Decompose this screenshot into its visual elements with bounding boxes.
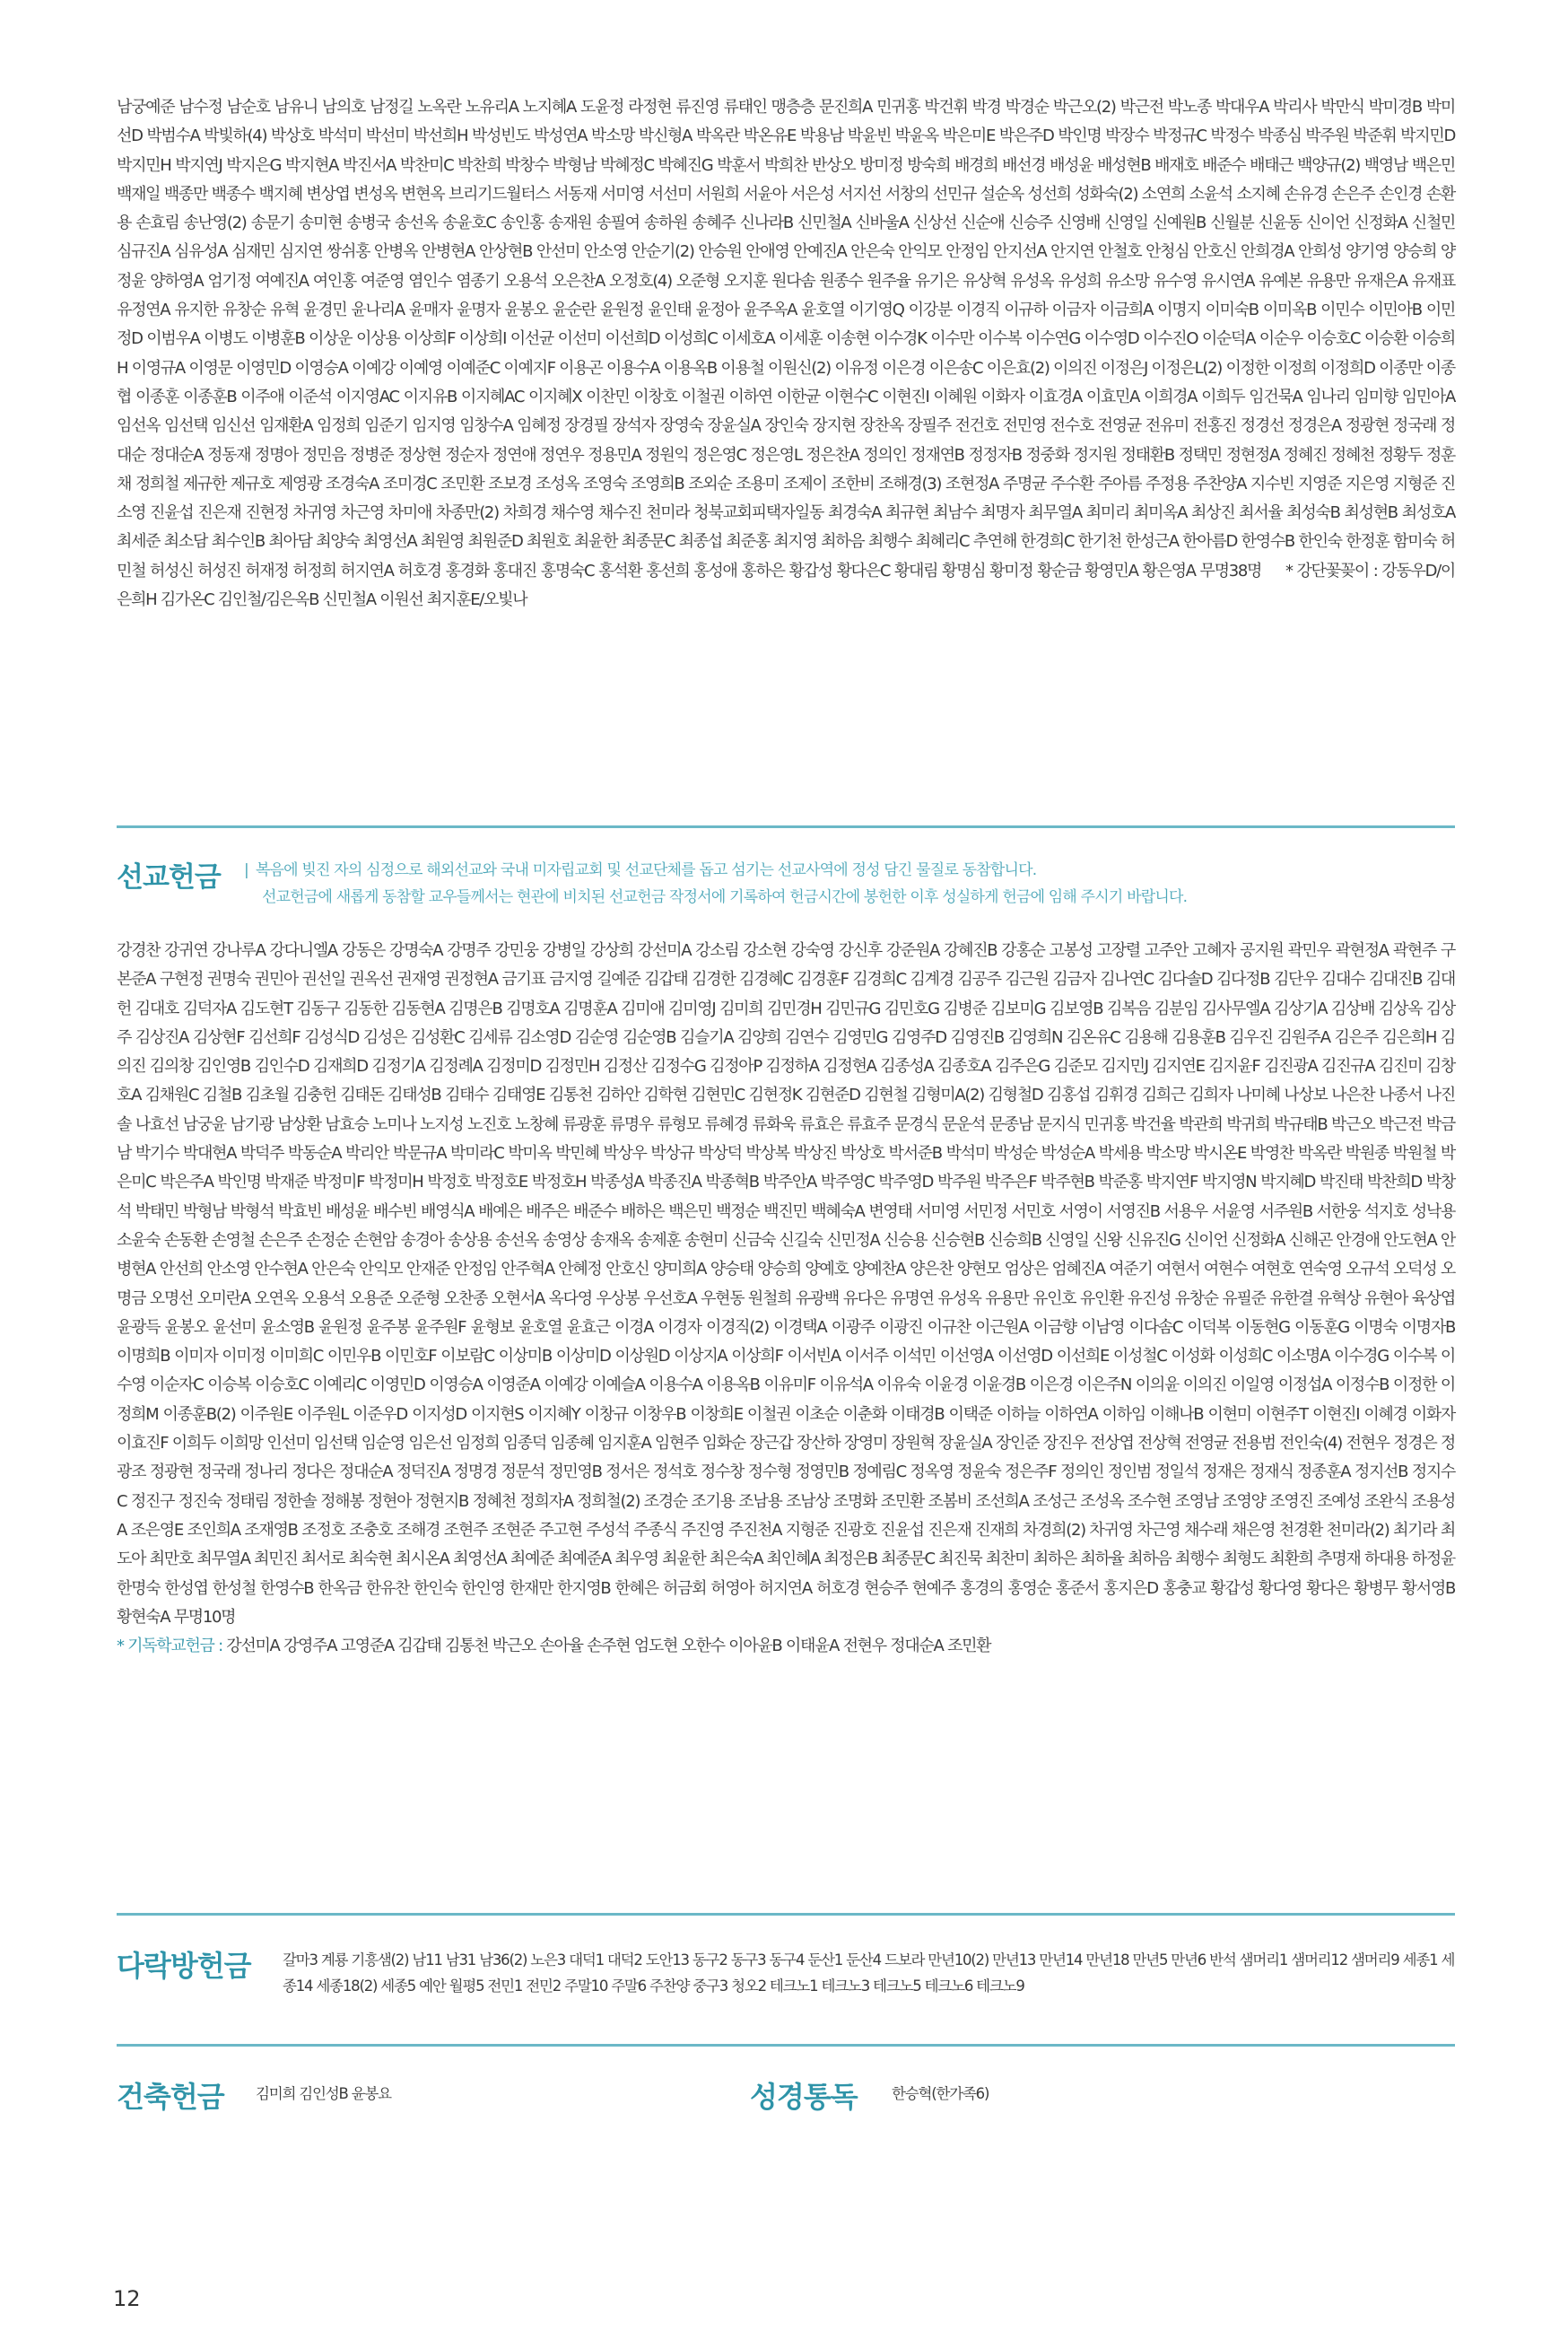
mission-desc-line-2: 선교헌금에 새롭게 동참할 교우들께서는 현관에 비치된 선교헌금 작정서에 기록하여 헌금시간에 봉헌한 이후 성실하게 헌금에 임해 주시기 바랍니다. (262, 888, 1188, 906)
building-offering-list: 김미희 김인성B 윤봉요 (256, 2085, 391, 2102)
donor-names-mission: 강경찬 강귀연 강나루A 강다니엘A 강동은 강명숙A 강명주 강민웅 강병일 강상희 강선미A 강소림 강소현 강숙영 강신후 강준원A 강혜진B 강홍순 고봉성 고장렬 고주안 고혜자 공지원 곽민우 곽현정A 곽현주 구본준A 구현정 권명숙 권민아 권선일 권옥선 권재영 권정현A 금기표 금지영 길예준 김갑태 김경한 김경혜C 김경훈F 김경희C 김계경 김공주 김근원 김금자 김나연C 김다솔D 김다정B 김단우 김대수 김대진B 김대헌 김대호 김덕자A 김도현T 김동구 김동한 김동현A 김명은B 김명호A 김명훈A 김미애 김미영J 김미희 김민경H 김민규G 김민호G 김병준 김보미G 김보영B 김복음 김분임 김사무엘A 김상기A 김상배 김상옥 김상주 김상진A 김상현F 김선희F 김성식D 김성은 김성환C 김세류 김소영D 김순영 김순영B 김슬기A 김양희 김연수 김영민G 김영주D 김영진B 김영희N 김온유C 김용해 김용훈B 김우진 김원주A 김은주 김은희H 김의진 김의창 김인영B 김인수D 김재희D 김정기A 김정례A 김정미D 김정민H 김정산 김정수G 김정아P 김정하A 김정현A 김종성A 김종호A 김주은G 김준모 김지민J 김지연E 김지윤F 김진광A 김진규A 김진미 김창호A 김채원C 김철B 김초월 김충헌 김태돈 김태성B 김태수 김태영E 김통천 김하안 김학현 김현민C 김현정K 김현준D 김현철 김형미A(2) 김형철D 김홍섭 김휘경 김희근 김희자 나미혜 나상보 나은찬 나종서 나진솔 나효선 남궁윤 남기광 남상환 남효승 노미나 노지성 노진호 노창혜 류광훈 류명우 류형모 류혜경 류화욱 류효은 류효주 문경식 문운석 문종남 문지식 민귀홍 박건율 박관희 박귀희 박규태B 박근오 박근전 박금남 박기수 박대현A 박덕주 박동순A 박리안 박문규A 박미라C 박미옥 박민혜 박상우 박상규 박상덕 박상복 박상진 박상호 박서준B 박석미 박성순 박성순A 박세용 박소망 박시온E 박영찬 박옥란 박원종 박원철 박은미C 박은주A 박인명 박재준 박정미F 박정미H 박정호 박정호E 박정호H 박종성A 박종진A 박종혁B 박주안A 박주영C 박주영D 박주원 박주은F 박주현B 박준홍 박지연F 박지영N 박지혜D 박진태 박찬희D 박창석 박태민 박형남 박형석 박효빈 배성윤 배수빈 배영식A 배예은 배주은 배준수 배하은 백은민 백정순 백진민 백혜숙A 변영태 서미영 서민정 서민호 서영이 서영진B 서용우 서윤영 서주원B 서한웅 석지호 성낙용 소윤숙 손동환 손영철 손은주 손정순 손현암 송경아 송상용 송선옥 송영상 송재옥 송제훈 송현미 신금숙 신길숙 신민정A 신승용 신승현B 신승희B 신영일 신왕 신유진G 신이언 신정화A 신해곤 안경애 안도현A 안병현A 안선희 안소영 안수현A 안은숙 안익모 안재준 안정임 안주혁A 안혜정 안호신 양미희A 양승태 양승희 양예호 양예찬A 양은찬 양현모 엄상은 엄혜진A 여준기 여현서 여현수 여현호 연숙영 오규석 오덕성 오명금 오명선 오미란A 오연옥 오용석 오용준 오준형 오찬종 오현서A 옥다영 우상봉 우선호A 우현동 원철희 유광백 유다은 유명연 유성옥 유용만 유인호 유인환 유진성 유창순 유필준 유한결 유혁상 유현아 육상엽 윤광득 윤봉오 윤선미 윤소영B 윤원정 윤주봉 윤주원F 윤형보 윤호열 윤효근 이경A 이경자 이경직(2) 이경택A 이광주 이광진 이규찬 이근원A 이금향 이남영 이다솜C 이덕복 이동현G 이동훈G 이명숙 이명자B 이명희B 이미자 이미정 이미희C 이민우B 이민호F 이보람C 이상미B 이상미D 이상원D 이상지A 이상희F 이서빈A 이서주 이석민 이선영A 이선영D 이선희E 이성철C 이성화 이성희C 이소명A 이수경G 이수복 이수영 이순자C 이승복 이승호C 이예리C 이영민D 이영승A 이영준A 이예강 이예슬A 이용수A 이용옥B 이유미F 이유석A 이유숙 이윤경 이윤경B 이은경 이은주N 이의윤 이의진 이일영 이정섭A 이정수B 이정한 이정희M 이종훈B(2) 이주원E 이주원L 이준우D 이지성D 이지현S 이지혜Y 이창규 이창우B 이창희E 이철권 이초순 이춘화 이태경B 이택준 이하늘 이하연A 이하임 이해나B 이현미 이현주T 이현진I 이혜경 이화자 이효진F 이희두 이희망 인선미 임선택 임순영 임은선 임정희 임종덕 임종혜 임지훈A 임현주 임화순 장근갑 장산하 장영미 장원혁 장윤실A 장인준 장진우 전상엽 전상혁 전영균 전용범 전인숙(4) 전현우 정경은 정광조 정광현 정국래 정나리 정다은 정대순A 정덕진A 정명경 정문석 정민영B 정서은 정석호 정수창 정수형 정영민B 정예림C 정옥영 정윤숙 정은주F 정의인 정인범 정일석 정재은 정재식 정종훈A 정지선B 정지수C 정진구 정진숙 정태림 정한솔 정해봉 정현아 정현지B 정혜천 정희자A 정희철(2) 조경순 조기용 조남용 조남상 조명화 조민환 조봄비 조선희A 조성근 조성옥 조수현 조영남 조영양 조영진 조예성 조완식 조용성A 조은영E 조인희A 조재영B 조정호 조충호 조해경 조현주 조현준 주고현 주성석 주종식 주진영 주진천A 지형준 진광호 진윤섭 진은재 진재희 차경희(2) 차귀영 차근영 채수래 채은영 천경환 천미라(2) 최기라 최도아 최만호 최무열A 최민진 최서로 최숙현 최시온A 최영선A 최예준 최예준A 최우영 최윤한 최은숙A 최인혜A 최정은B 최종문C 최진묵 최찬미 최하은 최하율 최하음 최행수 최형도 최환희 추명재 하대용 하정윤 한명숙 한성엽 한성철 한영수B 한옥금 한유찬 한인숙 한인영 한재만 한지영B 한혜은 허금회 허영아 허지연A 허호경 현승주 현예주 홍경의 홍영순 홍준서 홍지은D 홍충교 황갑성 황다영 황다은 황병무 황서영B 황현숙A 무명10명 (117, 941, 1455, 1627)
bible-reading-list: 한승혁(한가족6) (892, 2085, 989, 2102)
section-divider-darakbang (117, 1913, 1455, 1916)
section-divider-mission (117, 825, 1455, 828)
mission-desc-line-1: 복음에 빚진 자의 심정으로 해외선교와 국내 미자립교회 및 선교단체를 돕고 섬기는 선교사역에 정성 담긴 물질로 동참합니다. (255, 861, 1037, 879)
donor-names-top: 남궁예준 남수정 남순호 남유니 남의호 남정길 노옥란 노유리A 노지혜A 도윤정 라정현 류진영 류태인 맹층층 문진희A 민귀홍 박건휘 박경 박경순 박근오(2) 박근전 박노종 박대우A 박리사 박만식 박미경B 박미선D 박범수A 박빛하(4) 박상호 박석미 박선미 박선희H 박성빈도 박성연A 박소망 박신형A 박옥란 박온유E 박용남 박윤빈 박윤옥 박은미E 박은주D 박인명 박장수 박정규C 박정수 박종심 박주원 박준휘 박지민D 박지민H 박지연J 박지은G 박지현A 박진서A 박찬미C 박찬희 박창수 박형남 박혜정C 박혜진G 박훈서 박희찬 반상오 방미정 방숙희 배경희 배선경 배성윤 배성현B 배재호 배준수 배태근 백양규(2) 백영남 백은민 백재일 백종만 백종수 백지혜 변상엽 변성옥 변현옥 브리기드월터스 서동재 서미영 서선미 서원희 서윤아 서은성 서지선 서창의 선민규 설순옥 성선희 성화숙(2) 소연희 소윤석 소지혜 손유경 손은주 손인경 손환용 손효림 송난영(2) 송문기 송미현 송병국 송선옥 송윤호C 송인홍 송재원 송필여 송하원 송혜주 신나라B 신민철A 신바울A 신상선 신순애 신승주 신영배 신영일 신예원B 신월분 신윤동 신이언 신정화A 신철민 심규진A 심유성A 심재민 심지연 쌍쉬홍 안병옥 안병현A 안상현B 안선미 안소영 안순기(2) 안승원 안애영 안예진A 안은숙 안익모 안정임 안지선A 안지연 안철호 안청심 안호신 안희경A 안희성 양기영 양승희 양정윤 양하영A 엄기정 여예진A 여인홍 여준영 염인수 염종기 오용석 오은찬A 오정호(4) 오준형 오지훈 원다솜 원종수 원주율 유기은 유상혁 유성옥 유성희 유소망 유수영 유시연A 유예본 유용만 유재은A 유재표 유정연A 유지한 유창순 유혁 윤경민 윤나리A 윤매자 윤명자 윤봉오 윤순란 윤원정 윤인태 윤정아 윤주옥A 윤호열 이기영Q 이강분 이경직 이규하 이금자 이금희A 이명지 이미숙B 이미옥B 이민수 이민아B 이민정D 이범우A 이병도 이병훈B 이상운 이상용 이상희F 이상희I 이선균 이선미 이선희D 이성희C 이세호A 이세훈 이송현 이수경K 이수만 이수복 이수연G 이수영D 이수진O 이순덕A 이순우 이승호C 이승환 이승희H 이영규A 이영문 이영민D 이영승A 이예강 이예영 이예준C 이예지F 이용곤 이용수A 이용옥B 이용철 이원신(2) 이유정 이은경 이은송C 이은효(2) 이의진 이정은J 이정은L(2) 이정한 이정희 이정희D 이종만 이종협 이종훈 이종훈B 이주애 이준석 이지영AC 이지유B 이지혜AC 이지혜X 이찬민 이창호 이철권 이하연 이한균 이현수C 이현진I 이혜원 이화자 이효경A 이효민A 이희경A 이희두 임건묵A 임나리 임미향 임민아A 임선옥 임선택 임신선 임재환A 임정희 임준기 임지영 임창수A 임혜정 장경필 장석자 장영숙 장윤실A 장인숙 장지현 장찬옥 장필주 전건호 전민영 전수호 전영균 전유미 전홍진 정경선 정경은A 정광현 정국래 정대순 정대순A 정동재 정명아 정민음 정병준 정상현 정순자 정연애 정연우 정용민A 정원익 정은영C 정은영L 정은찬A 정의인 정재연B 정정자B 정중화 정지원 정태환B 정택민 정현정A 정혜진 정혜천 정황두 정훈채 정희철 제규한 제규호 제영광 조경숙A 조미경C 조민환 조보경 조성옥 조영숙 조영희B 조외순 조용미 조제이 조한비 조해경(3) 조현정A 주명균 주수환 주아름 주정용 주찬양A 지수빈 지영준 지은영 지형준 진소영 진윤섭 진은재 진현정 차귀영 차근영 차미애 차종만(2) 차희경 채수영 채수진 천미라 청북교회피택자일동 최경숙A 최규현 최남수 최명자 최무열A 최미리 최미옥A 최상진 최서율 최성숙B 최성현B 최성호A 최세준 최소담 최수인B 최아담 최양숙 최영선A 최원영 최원준D 최원호 최윤한 최종문C 최종섭 최준홍 최지영 최하음 최행수 최혜리C 추연해 한경희C 한기천 한성근A 한아름D 한영수B 한인숙 한정훈 함미숙 허민철 허성신 허성진 허재정 허정희 허지연A 허호경 홍경화 홍대진 홍명숙C 홍석환 홍선희 홍성애 홍하은 황갑성 황다은C 황대림 황명심 황미정 황순금 황영민A 황은영A 무명38명 (117, 98, 1455, 581)
christian-school-note-names: 강선미A 강영주A 고영준A 김갑태 김통천 박근오 손아율 손주현 엄도현 오한수 이아윤B 이태윤A 전현우 정대순A 조민환 (226, 1637, 991, 1656)
mission-offering-description (244, 857, 1446, 911)
building-offering-title: 건축헌금 (117, 2080, 224, 2114)
darakbang-offering-title: 다락방헌금 (117, 1949, 251, 1983)
section-divider-building (117, 2044, 1455, 2047)
mission-offering-title: 선교헌금 (117, 861, 221, 894)
donor-list-mission (117, 937, 1455, 1661)
bible-reading-title: 성경통독 (750, 2080, 858, 2114)
flower-offering-note: * 강단꽃꽂이 : 강동우D/이은희H 김가온C 김인철/김은옥B 신민철A 이원선 최지훈E/오빛나 (117, 561, 1456, 610)
page-number: 12 (113, 2286, 141, 2311)
donor-list-top (117, 93, 1455, 615)
darakbang-offering-list: 갈마3 계룡 기흥샘(2) 남11 남31 남36(2) 노은3 대덕1 대덕2 도안13 동구2 동구3 동구4 둔산1 둔산4 드보라 만년10(2) 만년13 만년14 만년18 만년5 만년6 반석 샘머리1 샘머리12 샘머리9 세종1 세종14 세종18(2) 세종5 예안 월평5 전민1 전민2 주말10 주말6 주찬양 중구3 청오2 테크노1 테크노3 테크노5 테크노6 테크노9 (283, 1951, 1455, 1995)
christian-school-note-label: * 기독학교헌금 : (117, 1637, 222, 1656)
title-separator: | (244, 861, 248, 879)
